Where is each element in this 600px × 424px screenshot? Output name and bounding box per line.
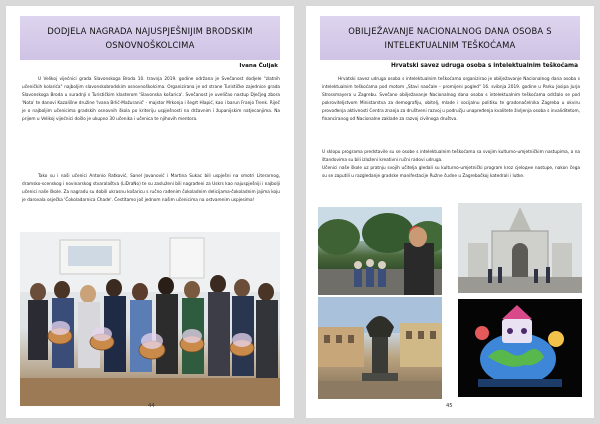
left-author: Ivana Čuljak xyxy=(239,63,278,69)
right-page xyxy=(306,6,594,418)
left-article-title: DODJELA NAGRADA NAJUSPJEŠNIJIM BRODSKIM OSNOVNOŠKOLCIMA xyxy=(47,26,253,50)
left-body-text xyxy=(22,76,280,123)
right-paragraph-2: U sklopu programa predstavile su se osobe s intelektualnim teškoćama sa svojim kulturno-umjetničkim nastupima, a na štandovima su bili izloženi kreativni ručni radovi udruga. xyxy=(322,150,580,163)
right-article-title: OBILJEŽAVANJE NACIONALNOG DANA OSOBA S INTELEKTUALNIM TEŠKOĆAMA xyxy=(348,26,552,50)
puppet-globe-photo xyxy=(458,299,582,397)
statue-square-photo xyxy=(318,297,442,399)
right-paragraph-3: Učenici naše škole uz pratnju svojih učitelja gledali su kulturno-umjetnički program kroz cjeloдне nastupe, nakon čega su se zaputili u razgledanje gradske manifestacije Ružne čudne u Zagrebačkoj katedrali i lutke. xyxy=(322,165,580,179)
right-body-text xyxy=(322,76,580,123)
right-page-number: 45 xyxy=(446,403,453,409)
right-subtitle: Hrvatski savez udruga osoba s intelektualnim teškoćama xyxy=(391,63,578,69)
left-page xyxy=(6,6,294,418)
right-title-banner xyxy=(320,16,580,60)
left-title-banner xyxy=(20,16,280,60)
left-paragraph-1: U Velikoj vijećnici grada Slavonskoga Broda 10. travnja 2019. godine održana je Svečanost dodjele "zlatnih učeničkih kolarića" najboljim slavonskobrodskim osnovnoškolcima. Organizirana je od strane Turističke zajednice grada Slavonskoga Broda u suradnji s Turističkim klasterom 'Slavonska košarica'. Svečanost je uveličao nastup Dječjeg zbora 'Nota' te danovi Kazališne družine 'Ivana Brlić-Mažuranić' - majstor Mrkonja i šegrt Hlapić, kao i barun Franjo Trenk. Riječ je o najboljim učenicima gradskih osnovnih škola po kriteriju uspješnosti na državnim i županijskim natjecanjima. Na prijem u Velikoj vijećnici došlo je ukupno 30 učenika i učenica te njihovih mentora. xyxy=(22,77,280,122)
right-paragraph-1: Hrvatski savez udruga osoba s intelektualnim teškoćama organizirao je obilježavanje Nacionalnog dana osoba s intelektualnim teškoćama pod motom „Stavi naočale – promijeni pogled" 16. svibnja 2019. godine u Parku Josipa Jurja Strossmayera u Zagrebu. Svečano obilježavanje Nacionalnog dana osoba s intelektualnim teškoćama održalo se pod pokroviteljstvom Ministarstva za demografiju, obitelj, mlade i socijalnu politiku te gradonačelnika Zagreba u okviru provođenja aktivnosti Centra znanja za društveni razvoj u području unapređenja kvalitete življenja osoba s invaliditetom, financiranog od Nacionalne zaklade za razvoj civilnoga društva. xyxy=(322,77,580,122)
cathedral-photo xyxy=(458,203,582,293)
park-event-photo xyxy=(318,207,442,295)
right-body-text-2 xyxy=(322,149,580,181)
left-paragraph-2: Tako su i naši učenici Antonio Ratković, Sanel Jovanović i Martina Sukac bili uspješni na smotri Literarnog, dramsko-scenskog i novinarskog stvaralaštva (LiDraNo) te su zasluženi bili nagrađeni za Uskrs kao najuspješniji i najbolji učenici naše škole. Za nagradu su dobili ukrasnu košaricu s ručno rađenim čokoladnim delicijama-čokoladnim jajima koju je darovala osječka 'Čokoladarnica Chade'. Čestitamo još jednom našim učenicima na ostvarenim uspjesima! xyxy=(22,174,280,203)
left-page-number: 44 xyxy=(148,403,155,409)
students-award-photo xyxy=(20,232,280,406)
left-body-text-2 xyxy=(22,173,280,205)
